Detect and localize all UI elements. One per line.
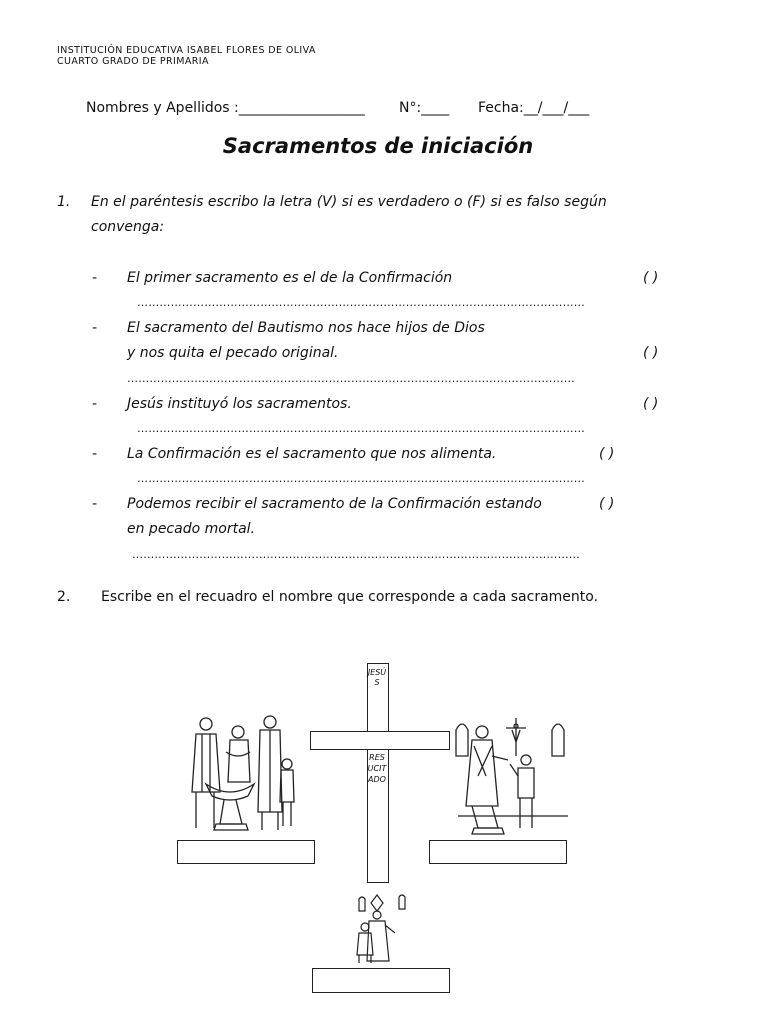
names-field: Nombres y Apellidos :__________________	[86, 100, 365, 116]
answer-paren-5[interactable]: ( )	[599, 496, 615, 512]
answer-box-cross[interactable]	[310, 731, 450, 750]
q1-text-line1: En el paréntesis escribo la letra (V) si es verdadero o (F) si es falso según	[91, 194, 607, 210]
statement-2-line1: El sacramento del Bautismo nos hace hijos de Dios	[127, 320, 485, 336]
statement-1: El primer sacramento es el de la Confirmación	[127, 270, 453, 286]
q1-number: 1.	[57, 194, 71, 210]
baptism-illustration	[190, 712, 302, 834]
answer-paren-2[interactable]: ( )	[643, 345, 659, 361]
bullet: -	[92, 270, 98, 286]
institution-name: INSTITUCIÓN EDUCATIVA ISABEL FLORES DE OLIVA	[57, 45, 316, 56]
cross-text-jesus: JESÚS	[367, 668, 387, 687]
number-field: N°:____	[399, 100, 450, 116]
answer-line-1[interactable]: …………………………………………………………………………………………………………	[137, 296, 585, 309]
bullet: -	[92, 496, 98, 512]
answer-box-communion[interactable]	[429, 840, 567, 864]
answer-paren-4[interactable]: ( )	[599, 446, 615, 462]
answer-line-3[interactable]: …………………………………………………………………………………………………………	[137, 422, 585, 435]
cross-text-resucitado: RESUCITADO	[367, 753, 387, 784]
communion-illustration	[452, 716, 574, 836]
grade-label: CUARTO GRADO DE PRIMARIA	[57, 56, 209, 67]
answer-box-baptism[interactable]	[177, 840, 315, 864]
bullet: -	[92, 396, 98, 412]
statement-5-line1: Podemos recibir el sacramento de la Confirmación estando	[127, 496, 542, 512]
q2-text: Escribe en el recuadro el nombre que corresponde a cada sacramento.	[101, 589, 599, 605]
bullet: -	[92, 320, 98, 336]
answer-line-4[interactable]: …………………………………………………………………………………………………………	[137, 472, 585, 485]
answer-line-5[interactable]: …………………………………………………………………………………………………………	[132, 548, 580, 561]
answer-paren-1[interactable]: ( )	[643, 270, 659, 286]
statement-3: Jesús instituyó los sacramentos.	[127, 396, 352, 412]
answer-line-2[interactable]: …………………………………………………………………………………………………………	[127, 372, 575, 385]
answer-paren-3[interactable]: ( )	[643, 396, 659, 412]
statement-2-line2: y nos quita el pecado original.	[127, 345, 339, 361]
statement-4: La Confirmación es el sacramento que nos alimenta.	[127, 446, 497, 462]
statement-5-line2: en pecado mortal.	[127, 521, 255, 537]
confirmation-illustration	[355, 893, 413, 965]
q2-number: 2.	[57, 589, 71, 605]
page-title: Sacramentos de iniciación	[222, 134, 534, 158]
q1-text-line2: convenga:	[91, 219, 165, 235]
answer-box-confirmation[interactable]	[312, 968, 450, 993]
date-field: Fecha:__/___/___	[478, 100, 590, 116]
bullet: -	[92, 446, 98, 462]
